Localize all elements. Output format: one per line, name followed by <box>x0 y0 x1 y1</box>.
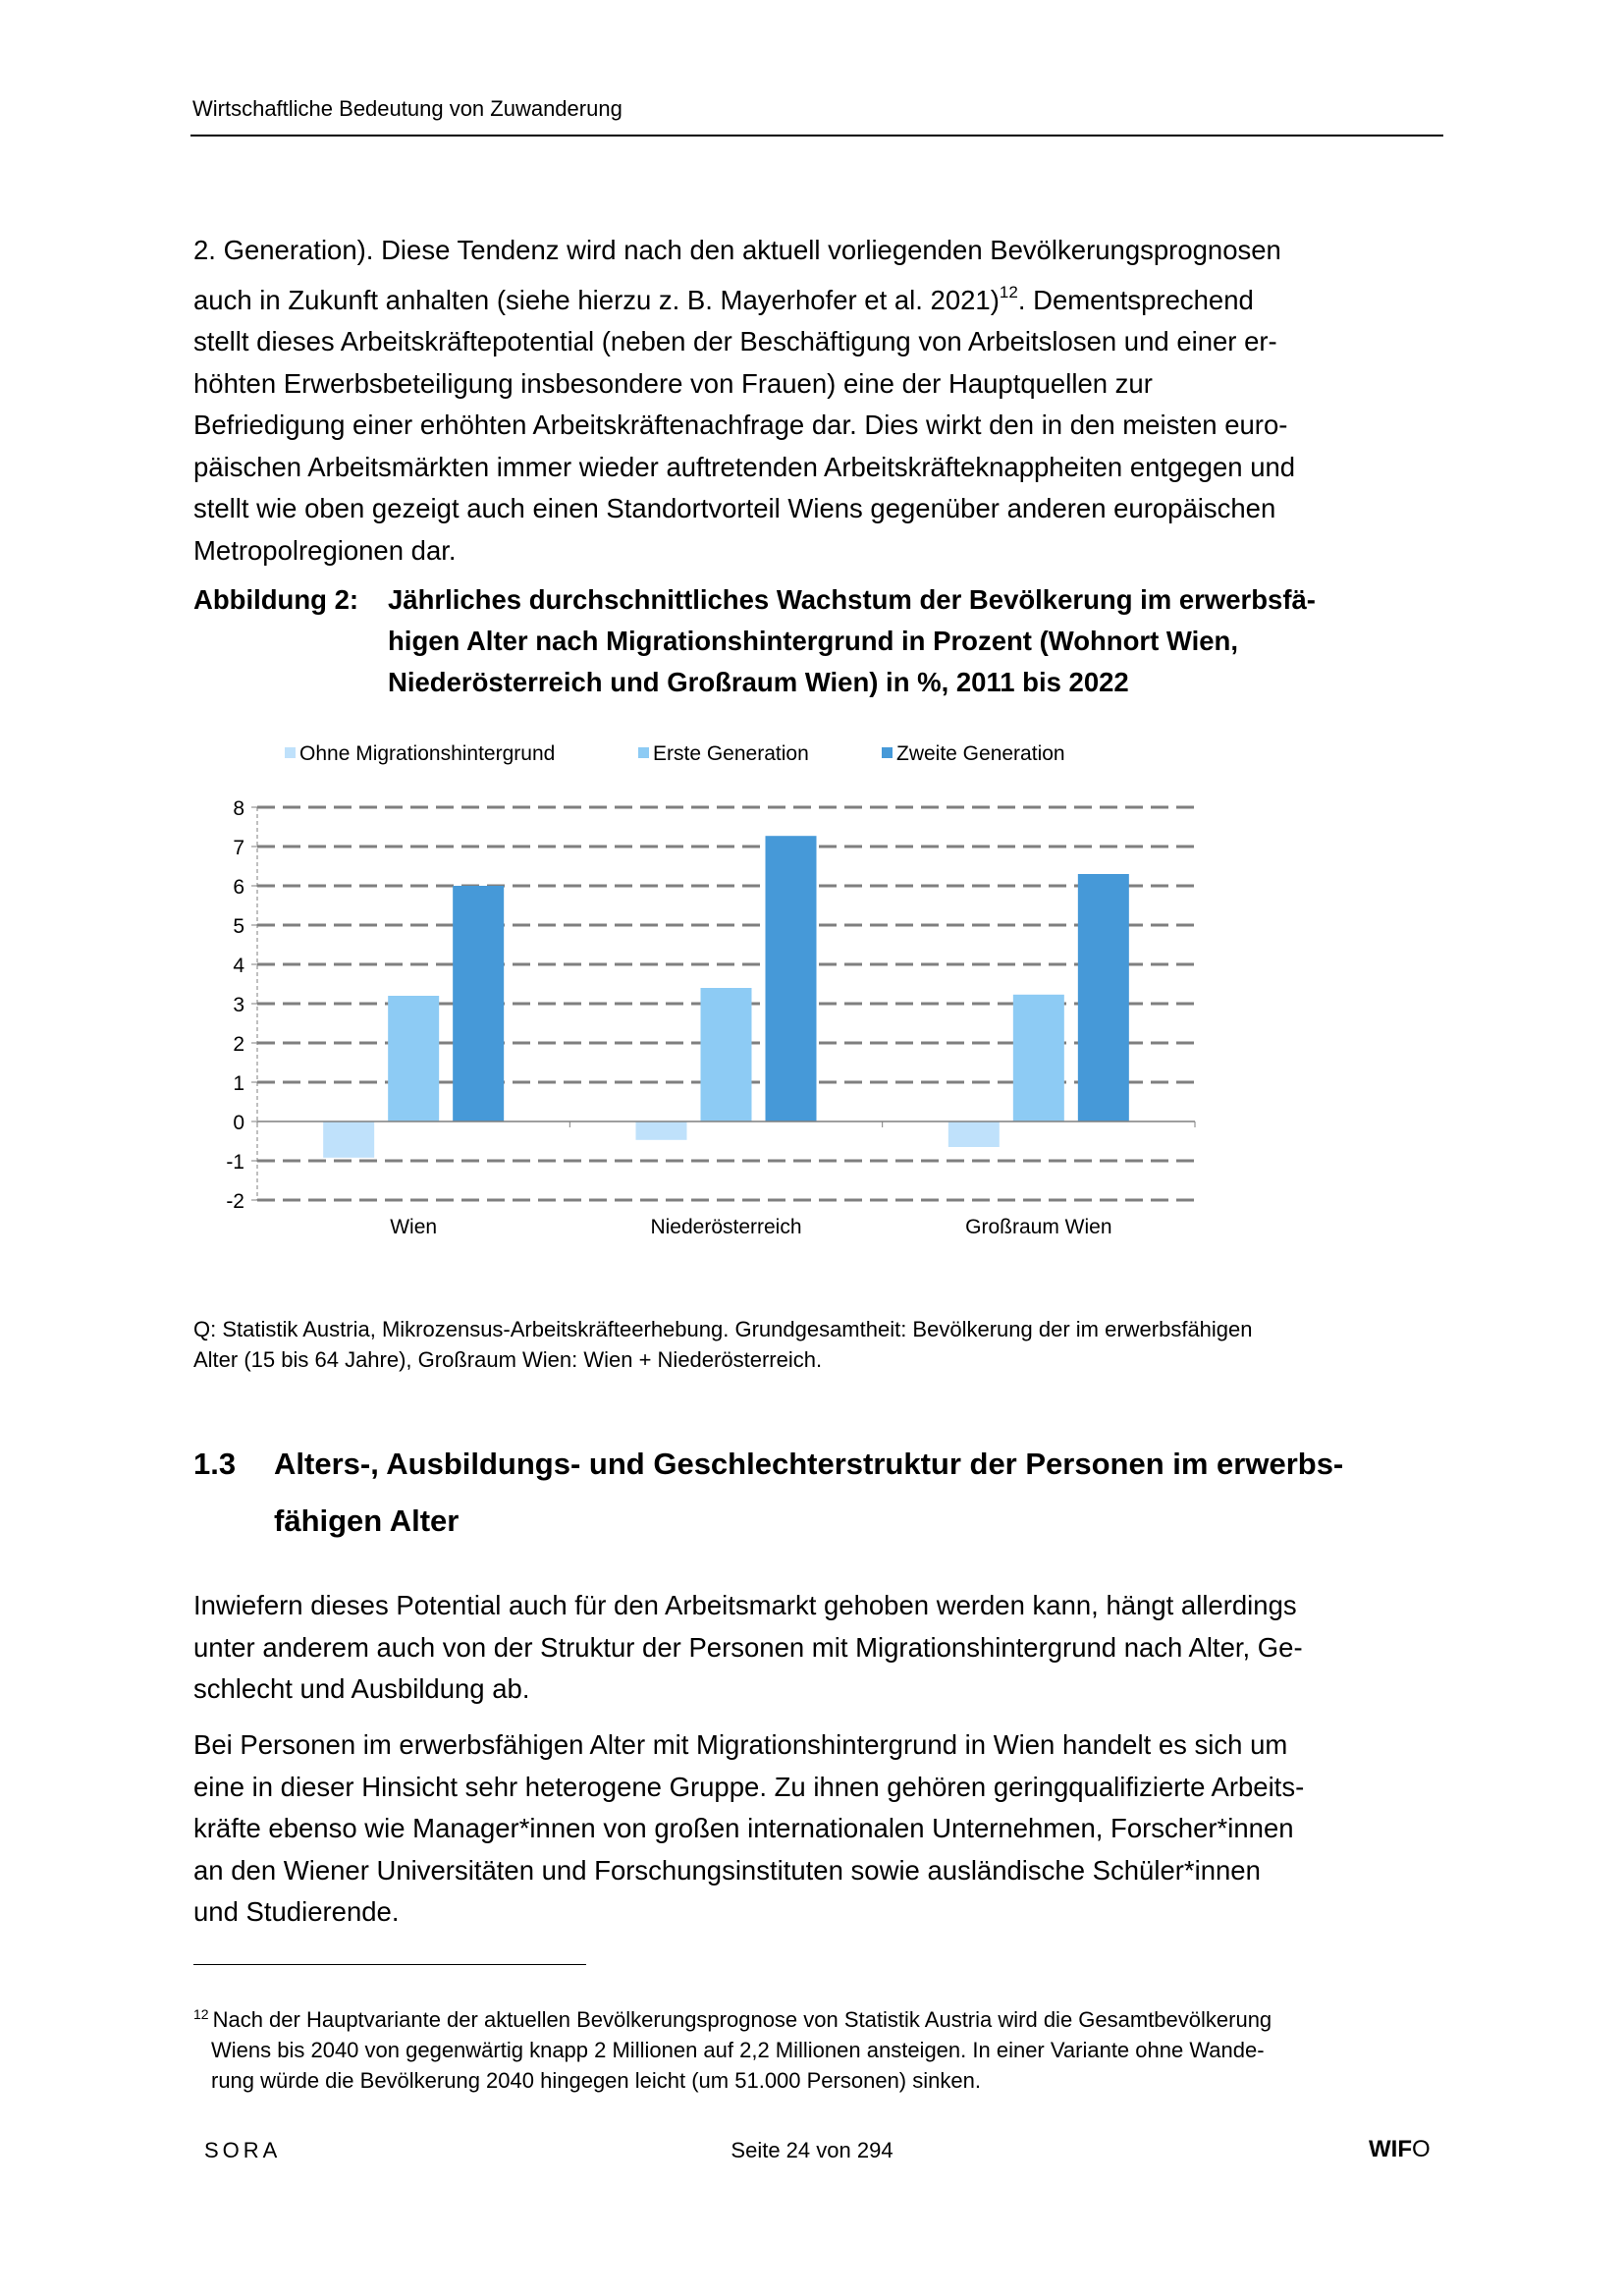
body-paragraph <box>193 1724 1440 1934</box>
caption-line: Jährliches durchschnittliches Wachstum der Bevölkerung im erwerbsfä- <box>388 584 1316 615</box>
caption-line: Niederösterreich und Großraum Wien) in %, 2011 bis 2022 <box>388 667 1129 697</box>
x-category-label: Wien <box>390 1216 438 1238</box>
source-line: Alter (15 bis 64 Jahre), Großraum Wien: Wien + Niederösterreich. <box>193 1347 823 1372</box>
section-title-line: Alters-, Ausbildungs- und Geschlechterstruktur der Personen im erwerbs- <box>274 1447 1344 1481</box>
y-tick-label: 8 <box>233 797 244 820</box>
text-fragment: auch in Zukunft anhalten (siehe hierzu z. B. Mayerhofer et al. 2021) <box>193 284 1000 315</box>
text-line: Bei Personen im erwerbsfähigen Alter mit Migrationshintergrund in Wien handelt es sich um <box>193 1729 1288 1760</box>
source-line: Q: Statistik Austria, Mikrozensus-Arbeitskräfteerhebung. Grundgesamtheit: Bevölkerung der im erwerbsfähigen <box>193 1317 1253 1341</box>
footer-logo-wifo <box>1369 2136 1431 2163</box>
footnote <box>193 1999 1272 2096</box>
legend-label: Ohne Migrationshintergrund <box>299 742 556 765</box>
figure-source-note <box>193 1314 1253 1375</box>
footnote-line: rung würde die Bevölkerung 2040 hingegen leicht (um 51.000 Personen) sinken. <box>211 2068 981 2093</box>
footnote-reference[interactable]: 12 <box>999 282 1018 301</box>
caption-line: higen Alter nach Migrationshintergrund in Prozent (Wohnort Wien, <box>388 626 1238 656</box>
text-line: eine in dieser Hinsicht sehr heterogene Gruppe. Zu ihnen gehören geringqualifizierte Arbeits- <box>193 1771 1305 1802</box>
figure-label: Abbildung 2: <box>193 584 359 615</box>
text-line: und Studierende. <box>193 1896 400 1927</box>
legend-label: Zweite Generation <box>896 742 1065 765</box>
legend-swatch <box>638 747 649 758</box>
text-line: Befriedigung einer erhöhten Arbeitskräftenachfrage dar. Dies wirkt den in den meisten euro- <box>193 410 1288 440</box>
bar-erste-generation <box>1013 995 1064 1121</box>
logo-text: O <box>1411 2136 1431 2162</box>
section-title-line: fähigen Alter <box>274 1503 460 1538</box>
x-category-label: Niederösterreich <box>650 1216 802 1238</box>
y-tick-label: 4 <box>233 955 244 977</box>
bar-erste-generation <box>701 988 752 1121</box>
text-line: höhten Erwerbsbeteiligung insbesondere von Frauen) eine der Hauptquellen zur <box>193 367 1153 399</box>
y-tick-label: 3 <box>233 994 244 1016</box>
footnote-marker: 12 <box>193 2006 209 2022</box>
y-tick-label: 6 <box>233 876 244 899</box>
bar-ohne-migrationshintergrund <box>948 1121 1000 1147</box>
text-line: an den Wiener Universitäten und Forschungsinstituten sowie ausländische Schüler*innen <box>193 1854 1261 1886</box>
text-line: päischen Arbeitsmärkten immer wieder auftretenden Arbeitskräfteknappheiten entgegen und <box>193 451 1296 482</box>
text-fragment: Nach der Hauptvariante der aktuellen Bevölkerungsprognose von Statistik Austria wird die Gesamtbevölkerung <box>212 2007 1272 2032</box>
y-tick-label: 0 <box>233 1112 244 1134</box>
legend-swatch <box>285 747 296 758</box>
text-line: stellt wie oben gezeigt auch einen Standortvorteil Wiens gegenüber anderen europäischen <box>193 493 1276 523</box>
chart-legend <box>285 742 1065 765</box>
chart-bars <box>323 836 1129 1158</box>
bar-zweite-generation <box>1078 874 1129 1121</box>
text-line: Metropolregionen dar. <box>193 534 457 566</box>
bar-ohne-migrationshintergrund <box>323 1121 374 1158</box>
text-line: schlecht und Ausbildung ab. <box>193 1673 530 1704</box>
y-tick-label: -2 <box>226 1190 244 1213</box>
text-line: Inwiefern dieses Potential auch für den Arbeitsmarkt gehoben werden kann, hängt allerdings <box>193 1590 1297 1620</box>
y-tick-label: 2 <box>233 1033 244 1056</box>
footnote-separator <box>193 1964 586 1965</box>
running-header-title: Wirtschaftliche Bedeutung von Zuwanderung <box>192 96 623 121</box>
x-category-label: Großraum Wien <box>965 1216 1112 1238</box>
text-line: kräfte ebenso wie Manager*innen von großen internationalen Unternehmen, Forscher*innen <box>193 1813 1294 1843</box>
bar-zweite-generation <box>453 886 504 1121</box>
footnote-line: Wiens bis 2040 von gegenwärtig knapp 2 Millionen auf 2,2 Millionen ansteigen. In einer Variante ohne Wande- <box>211 2038 1265 2062</box>
footer-logo-sora: SORA <box>204 2138 282 2162</box>
legend-label: Erste Generation <box>653 742 809 765</box>
logo-text: WIF <box>1369 2136 1412 2162</box>
footnote-line <box>193 1999 1272 2035</box>
body-paragraph <box>193 1585 1440 1711</box>
y-tick-label: 7 <box>233 837 244 859</box>
text-line: stellt dieses Arbeitskräftepotential (neben der Beschäftigung von Arbeitslosen und einer er- <box>193 326 1277 356</box>
chart-y-axis <box>226 797 257 1213</box>
text-line: unter anderem auch von der Struktur der Personen mit Migrationshintergrund nach Alter, Ge- <box>193 1631 1303 1663</box>
y-tick-label: 1 <box>233 1072 244 1095</box>
text-line: 2. Generation). Diese Tendenz wird nach den aktuell vorliegenden Bevölkerungsprognosen <box>193 235 1281 265</box>
section-number: 1.3 <box>193 1447 237 1481</box>
page-number: Seite 24 von 294 <box>731 2138 893 2162</box>
text-fragment: . Dementsprechend <box>1017 284 1254 315</box>
bar-ohne-migrationshintergrund <box>636 1121 687 1140</box>
chart-x-axis <box>257 1121 1195 1238</box>
legend-swatch <box>882 747 893 758</box>
y-tick-label: -1 <box>226 1151 244 1174</box>
bar-erste-generation <box>388 996 439 1121</box>
y-tick-label: 5 <box>233 915 244 938</box>
bar-zweite-generation <box>766 836 817 1121</box>
